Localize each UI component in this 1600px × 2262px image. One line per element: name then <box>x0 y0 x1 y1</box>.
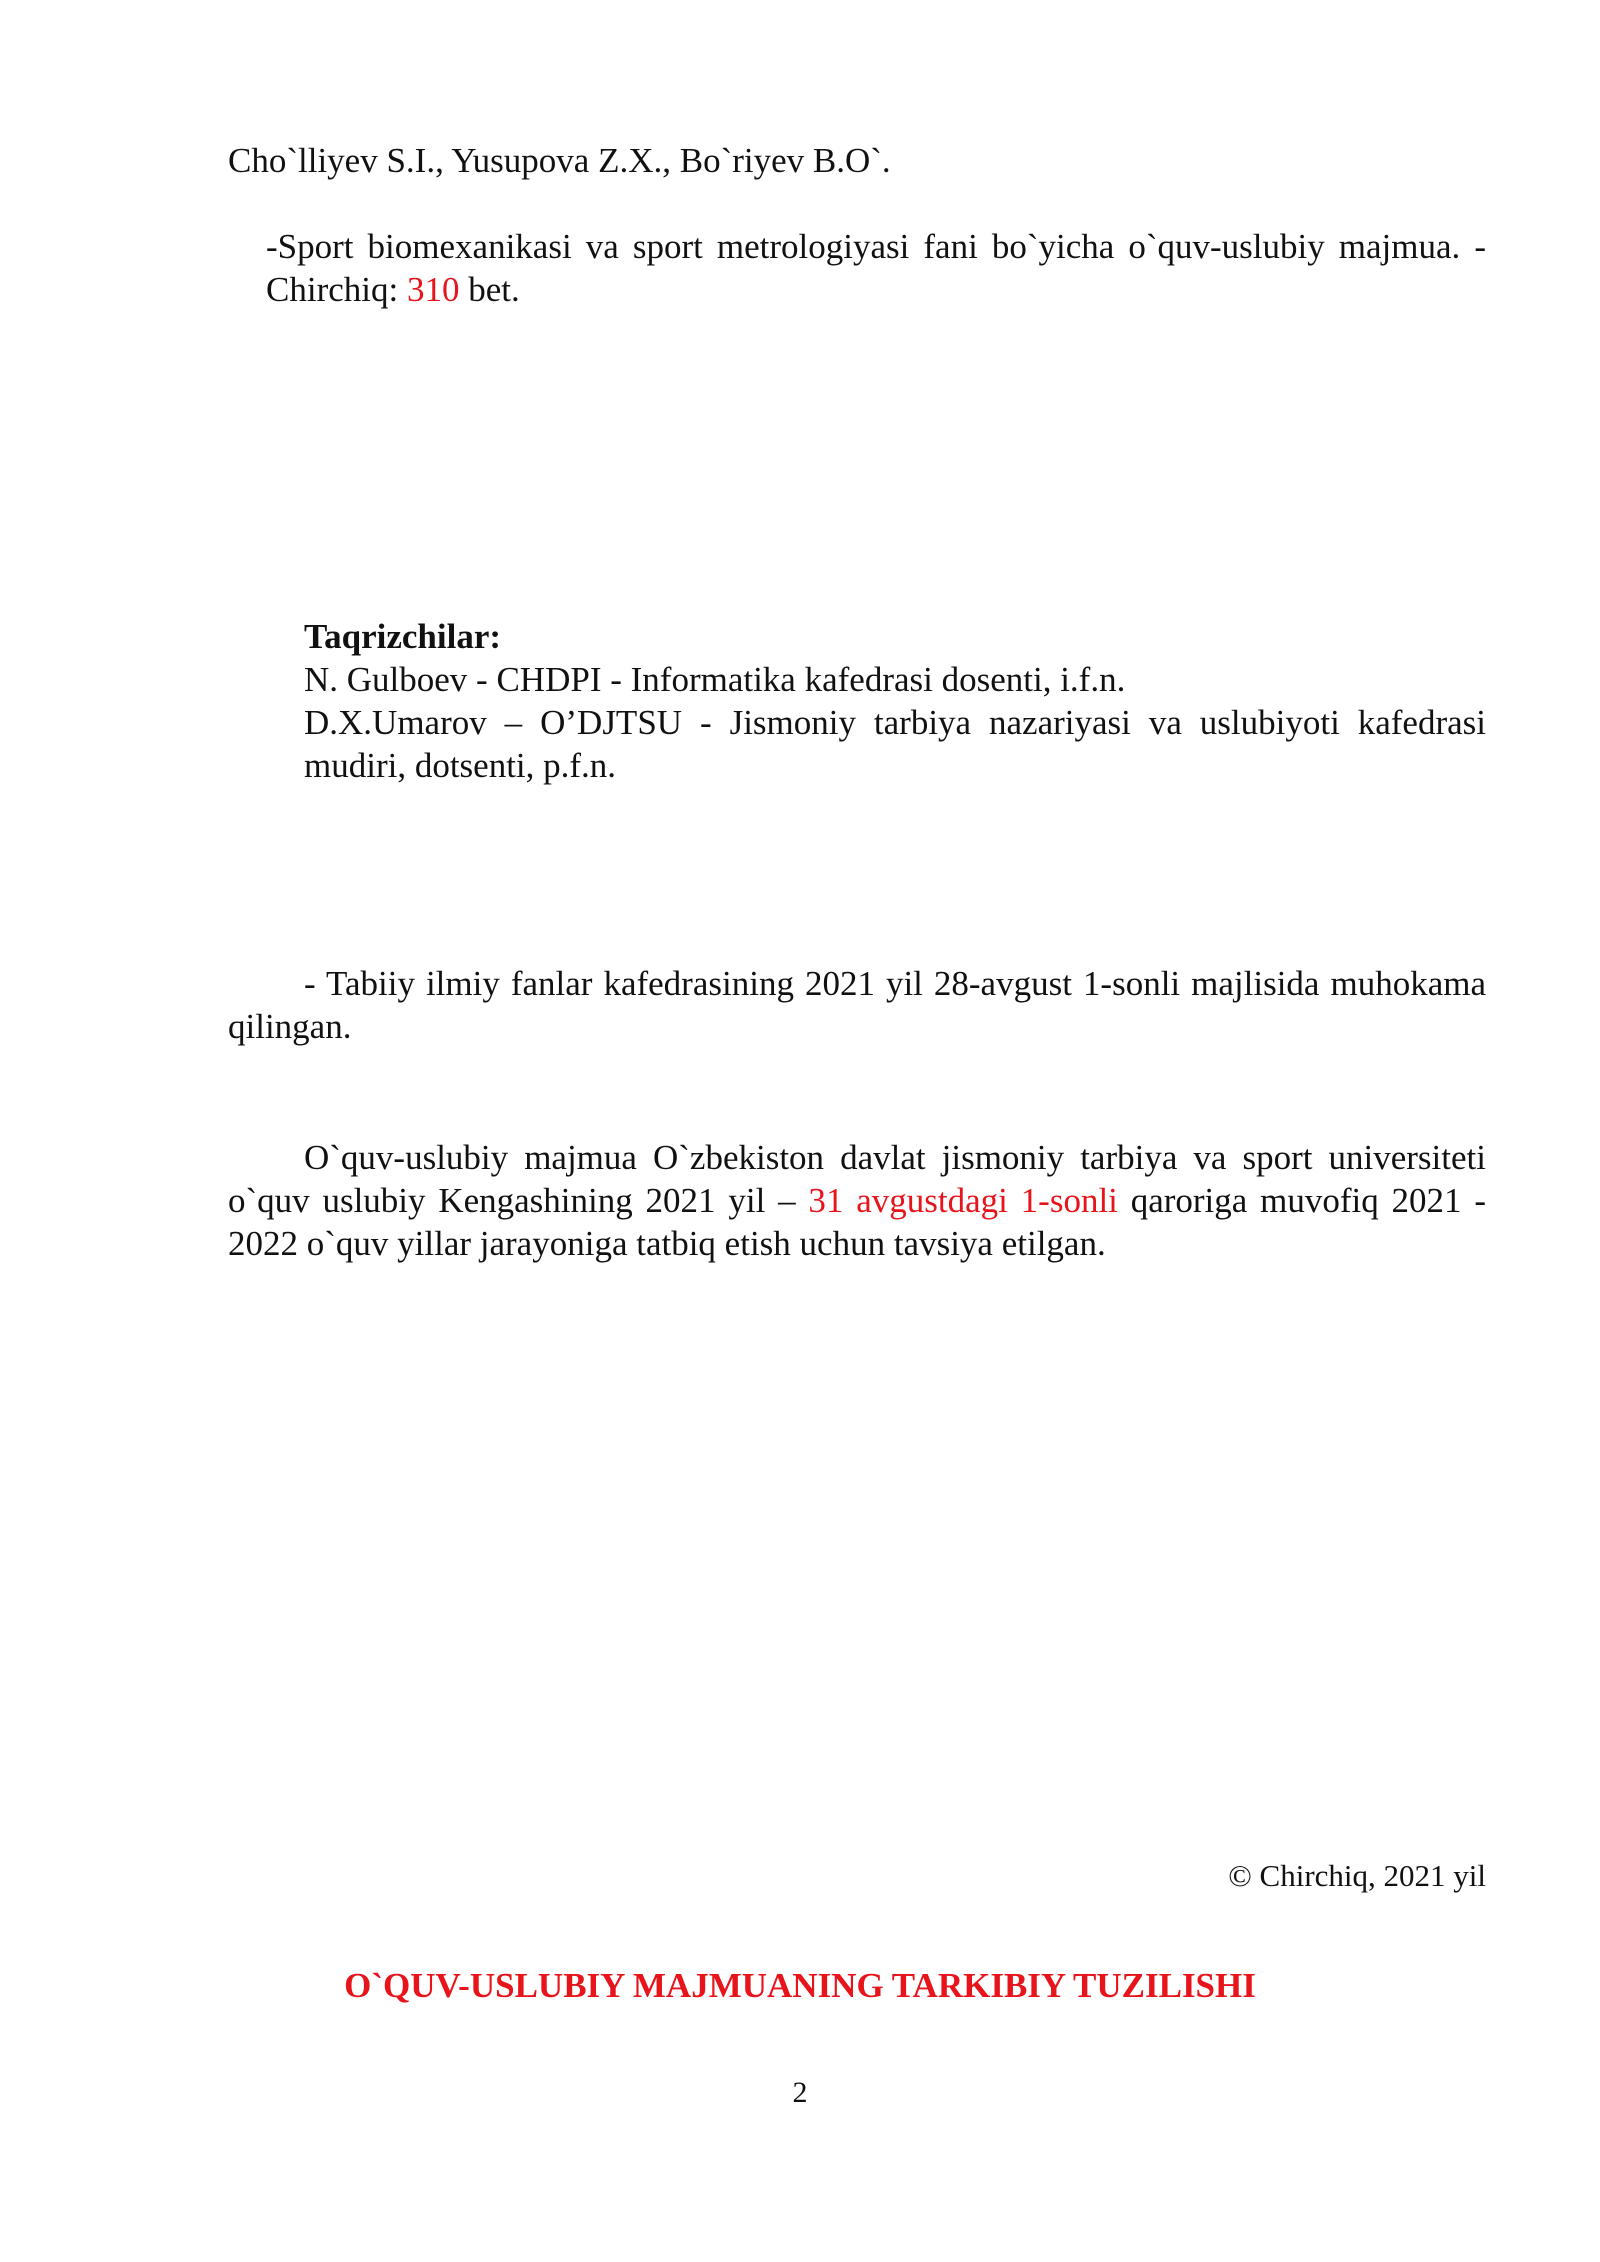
page-count: 310 <box>406 270 460 309</box>
discussion-note: - Tabiiy ilmiy fanlar kafedrasining 2021 yil 28-avgust 1-sonli majlisida muhokama qilingan. <box>228 964 1486 1046</box>
description-suffix: bet. <box>459 270 520 309</box>
reviewers-section <box>304 615 1486 787</box>
reviewers-heading: Taqrizchilar: <box>304 617 502 656</box>
section-heading: O`QUV-USLUBIY MAJMUANING TARKIBIY TUZILISHI <box>344 1966 1256 2005</box>
book-description <box>266 225 1486 311</box>
recommendation-suffix: qaroriga muvofiq 2021 - 2022 o`quv yillar jarayoniga tatbiq etish uchun tavsiya etilgan. <box>228 1181 1486 1263</box>
recommendation-text: O`quv-uslubiy majmua O`zbekiston davlat jismoniy tarbiya va sport universiteti o`quv uslubiy Kengashining 2021 yil – <box>228 1138 1486 1220</box>
page-number: 2 <box>792 2076 808 2109</box>
recommendation-note <box>228 1136 1486 1265</box>
reviewer-item: D.X.Umarov – O’DJTSU - Jismoniy tarbiya nazariyasi va uslubiyoti kafedrasi mudiri, dotsenti, p.f.n. <box>304 703 1486 785</box>
description-text: -Sport biomexanikasi va sport metrologiyasi fani bo`yicha o`quv-uslubiy majmua. - Chirchiq: <box>266 227 1486 309</box>
authors-line: Cho`lliyev S.I., Yusupova Z.X., Bo`riyev B.O`. <box>228 141 891 180</box>
reviewer-item: N. Gulboev - CHDPI - Informatika kafedrasi dosenti, i.f.n. <box>304 660 1126 699</box>
copyright-line: © Chirchiq, 2021 yil <box>1228 1858 1486 1893</box>
decision-date: 31 avgustdagi 1-sonli <box>808 1181 1118 1220</box>
